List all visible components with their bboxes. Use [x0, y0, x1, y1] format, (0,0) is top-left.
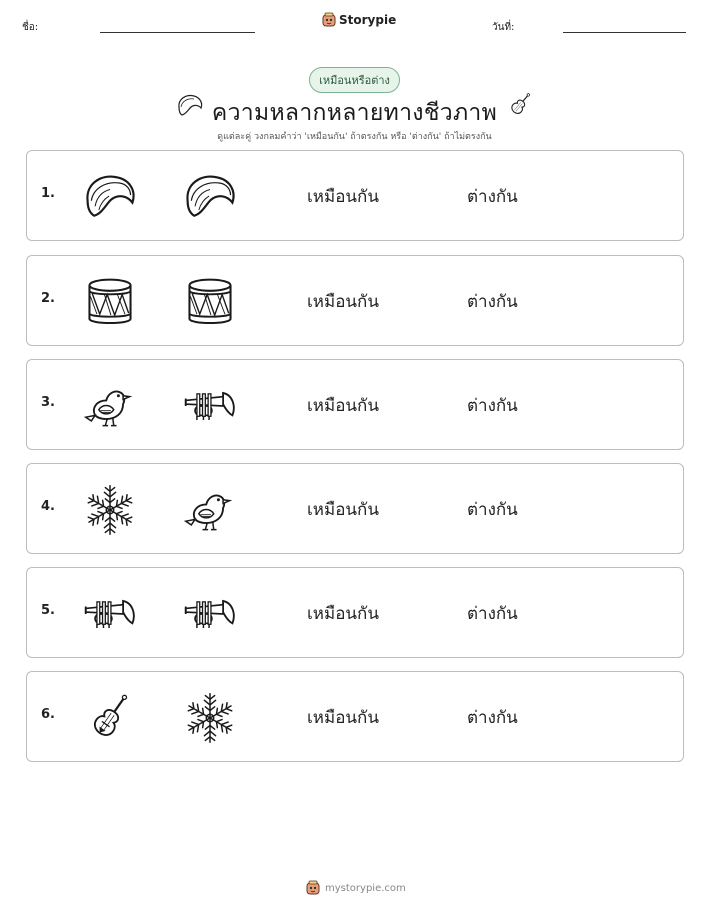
drum-icon	[182, 274, 238, 330]
question-row	[26, 359, 684, 450]
question-row	[26, 671, 684, 762]
footer	[306, 880, 406, 896]
trumpet-icon	[182, 586, 238, 642]
option-same[interactable]: เหมือนกัน	[307, 187, 379, 207]
footer-site: mystorypie.com	[325, 882, 406, 894]
question-number: 5.	[41, 603, 55, 618]
name-label: ชื่อ:	[22, 22, 39, 33]
option-different[interactable]: ต่างกัน	[467, 187, 518, 207]
question-row	[26, 567, 684, 658]
option-same[interactable]: เหมือนกัน	[307, 708, 379, 728]
option-different[interactable]: ต่างกัน	[467, 292, 518, 312]
question-number: 1.	[41, 186, 55, 201]
drum-icon	[82, 274, 138, 330]
brand-logo	[322, 12, 396, 28]
storypie-mascot-icon	[322, 12, 336, 28]
question-row	[26, 150, 684, 241]
question-number: 3.	[41, 395, 55, 410]
date-field[interactable]	[563, 32, 686, 33]
option-same[interactable]: เหมือนกัน	[307, 604, 379, 624]
page-title: ความหลากหลายทางชีวภาพ	[211, 100, 498, 126]
violin-title-icon	[505, 90, 533, 122]
bird-icon	[182, 482, 238, 538]
question-number: 2.	[41, 291, 55, 306]
worksheet-type-badge: เหมือนหรือต่าง	[309, 67, 400, 93]
name-field[interactable]	[100, 32, 255, 33]
option-same[interactable]: เหมือนกัน	[307, 500, 379, 520]
question-row	[26, 255, 684, 346]
storypie-mascot-icon	[306, 880, 320, 896]
trumpet-icon	[82, 586, 138, 642]
trumpet-icon	[182, 378, 238, 434]
snowflake-icon	[182, 690, 238, 746]
question-row	[26, 463, 684, 554]
question-number: 4.	[41, 499, 55, 514]
instructions: ดูแต่ละคู่ วงกลมคำว่า 'เหมือนกัน' ถ้าตรงกัน หรือ 'ต่างกัน' ถ้าไม่ตรงกัน	[217, 132, 492, 142]
option-different[interactable]: ต่างกัน	[467, 604, 518, 624]
option-different[interactable]: ต่างกัน	[467, 500, 518, 520]
toucan-beak-icon	[82, 169, 138, 225]
snowflake-icon	[82, 482, 138, 538]
option-same[interactable]: เหมือนกัน	[307, 396, 379, 416]
violin-icon	[82, 690, 138, 746]
date-label: วันที่:	[492, 22, 515, 33]
toucan-beak-icon	[182, 169, 238, 225]
bird-icon	[82, 378, 138, 434]
option-different[interactable]: ต่างกัน	[467, 396, 518, 416]
option-same[interactable]: เหมือนกัน	[307, 292, 379, 312]
question-number: 6.	[41, 707, 55, 722]
brand-name: Storypie	[339, 13, 397, 27]
option-different[interactable]: ต่างกัน	[467, 708, 518, 728]
